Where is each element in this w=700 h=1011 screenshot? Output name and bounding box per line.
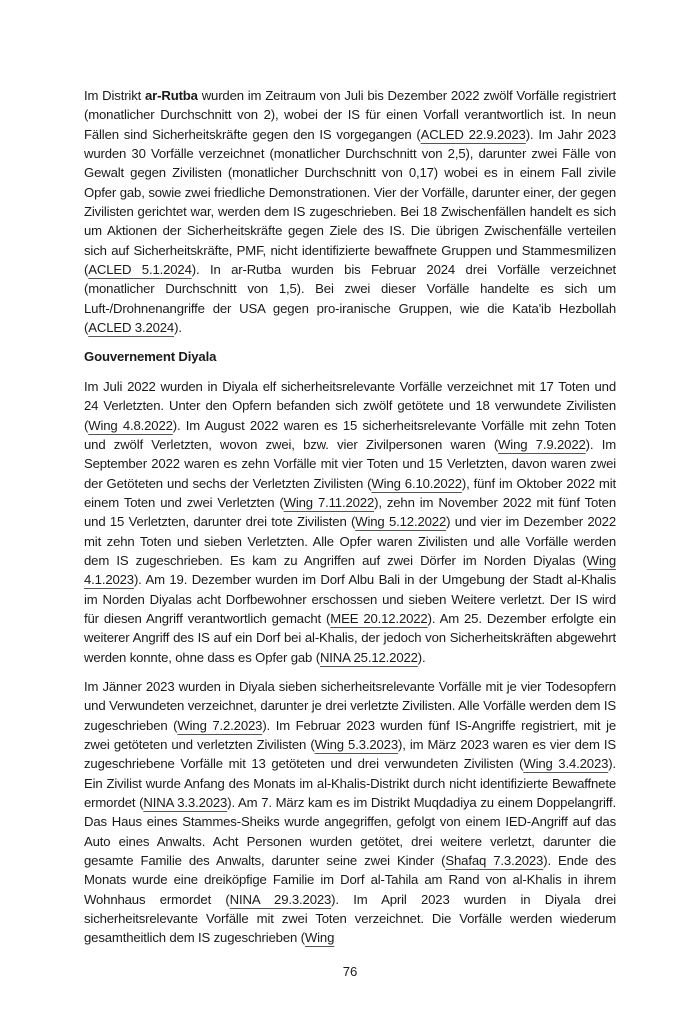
- paragraph: [84, 377, 616, 667]
- bold-term: ar-Rutba: [145, 88, 198, 103]
- text-segment: ). Am 25. Dezember erfolgte ein weiterer Angriff des IS auf ein Dorf bei al-Khalis, der jedoch von Sicherheitskräften abgewehrt werden konnte, ohne dass es Opfer gab (: [84, 610, 617, 665]
- text-segment: ), fünf im Oktober 2022 mit einem Toten und zwei Verletzten (: [84, 475, 616, 510]
- source-citation-link[interactable]: NINA 25.12.2022: [319, 649, 418, 665]
- text-segment: ). Im August 2022 waren es 15 sicherheitsrelevante Vorfälle mit zehn Toten und zwölf Verletzten, wovon zwei, bzw. vier Zivilpersonen waren (: [84, 417, 616, 452]
- source-citation-link[interactable]: Wing 7.2.2023: [177, 717, 263, 733]
- source-citation-link[interactable]: Wing 4.8.2022: [88, 417, 173, 433]
- text-segment: ).: [417, 649, 426, 665]
- text-segment: ).: [174, 320, 182, 336]
- source-citation-link[interactable]: Wing 7.11.2022: [283, 494, 375, 510]
- text-segment: ). Im Februar 2023 wurden fünf IS-Angriffe registriert, mit je zwei getöteten und verletzten Zivilisten (: [84, 717, 616, 752]
- text-segment: ). Im April 2023 wurden in Diyala drei sicherheitsrelevante Vorfälle mit zwei Toten verzeichnet. Die Vorfälle werden wiederum gesamtheitlich dem IS zugeschrieben (: [84, 891, 616, 946]
- source-citation-link[interactable]: Wing 7.9.2022: [498, 436, 586, 452]
- text-segment: Im Juli 2022 wurden in Diyala elf sicherheitsrelevante Vorfälle verzeichnet mit 17 Toten und 24 Verletzten. Unter den Opfern befanden sich zwölf getötete und 18 verwundete Zivilisten (: [84, 378, 616, 433]
- source-citation-link[interactable]: Shafaq 7.3.2023: [445, 853, 544, 869]
- source-citation-link[interactable]: NINA 3.3.2023: [143, 795, 228, 811]
- source-citation-link[interactable]: ACLED 5.1.2024: [88, 262, 192, 278]
- text-segment: ), zehn im November 2022 mit fünf Toten und 15 Verletzten, darunter drei tote Zivilisten (: [84, 494, 616, 530]
- source-citation-link[interactable]: Wing 5.3.2023: [314, 737, 398, 752]
- text-segment: Im Jänner 2023 wurden in Diyala sieben sicherheitsrelevante Vorfälle mit je vier Todesopfern und Verwundeten verzeichnet, darunter je drei verletzte Zivilisten. Alle Vorfälle werden dem IS zugeschrieben (: [84, 678, 616, 733]
- section-heading: [84, 347, 616, 366]
- document-body: [84, 86, 616, 948]
- text-segment: ), im März 2023 waren es vier dem IS zugeschriebene Vorfälle mit 13 getöteten und drei verwundeten Zivilisten (: [84, 737, 616, 772]
- source-citation-link[interactable]: Wing 3.4.2023: [523, 756, 609, 772]
- text-segment: Im Distrikt: [84, 88, 145, 103]
- paragraph: [84, 86, 616, 337]
- text-segment: ). In ar-Rutba wurden bis Februar 2024 drei Vorfälle verzeichnet (monatlicher Durchschnitt von 1,5). Bei zwei dieser Vorfälle handelte es sich um Luft-/Drohnenangriffe der USA gegen pro-iranische Gruppen, wie die Kata'ib Hezbollah (: [84, 262, 616, 336]
- source-citation-link[interactable]: ACLED 22.9.2023: [420, 126, 526, 142]
- text-segment: ) und vier im Dezember 2022 mit zehn Toten und sieben Verletzten. Alle Opfer waren Zivilisten und alle Vorfälle werden dem IS zugeschrieben. Es kam zu Angriffen auf zwei Dörfer im Norden Diyalas (: [84, 514, 616, 568]
- paragraph: [84, 677, 616, 948]
- text-segment: ). Ende des Monats wurde eine dreiköpfige Familie im Dorf al-Tahila am Rand von al-Khalis in ihrem Wohnhaus ermordet (: [84, 853, 616, 907]
- source-citation-link[interactable]: Wing: [304, 930, 335, 946]
- source-citation-link[interactable]: Wing 4.1.2023: [84, 552, 616, 588]
- source-citation-link[interactable]: ACLED 3.2024: [88, 320, 175, 336]
- source-citation-link[interactable]: Wing 5.12.2022: [355, 514, 447, 530]
- text-segment: ). Am 7. März kam es im Distrikt Muqdadiya zu einem Doppelangriff. Das Haus eines Stammes-Sheiks wurde angegriffen, gefolgt von einem IED-Angriff auf das Auto eines Anwalts. Acht Personen wurden getötet, drei weitere verletzt, darunter die gesamte Familie des Anwalts, darunter seine zwei Kinder (: [84, 795, 617, 869]
- text-segment: ). Ein Zivilist wurde Anfang des Monats im al-Khalis-Distrikt durch nicht identifizierte Bewaffnete ermordet (: [84, 756, 616, 811]
- text-segment: ). Im Jahr 2023 wurden 30 Vorfälle verzeichnet (monatlicher Durchschnitt von 2,5), darunter zwei Fälle von Gewalt gegen Zivilisten (monatlicher Durchschnitt von 0,17) wobei es in einem Fall zivile Opfer gab, sowie zwei friedliche Demonstrationen. Vier der Vorfälle, darunter einer, der gegen Zivilisten gerichtet war, werden dem IS zugeschrieben. Bei 18 Zwischenfällen handelt es sich um Aktionen der Sicherheitskräfte gegen Ziele des IS. Die übrigen Zwischenfälle verteilen sich auf Sicherheitskräfte, PMF, nicht identifizierte bewaffnete Gruppen und Stammesmilizen (: [84, 126, 616, 278]
- source-citation-link[interactable]: NINA 29.3.2023: [229, 891, 332, 907]
- text-segment: ). Im September 2022 waren es zehn Vorfälle mit vier Toten und 15 Verletzten, davon waren zwei der Getöteten und sechs der Verletzten Zivilisten (: [84, 436, 616, 491]
- page-number: 76: [342, 963, 358, 979]
- source-citation-link[interactable]: MEE 20.12.2022: [330, 610, 428, 626]
- heading-text: Gouvernement Diyala: [84, 349, 217, 365]
- source-citation-link[interactable]: Wing 6.10.2022: [371, 475, 462, 491]
- text-segment: ). Am 19. Dezember wurden im Dorf Albu Bali in der Umgebung der Stadt al-Khalis im Norden Diyalas acht Dorfbewohner erschossen und sieben Weitere verletzt. Der IS wird für diesen Angriff verantwortlich gemacht (: [84, 572, 616, 626]
- text-segment: wurden im Zeitraum von Juli bis Dezember 2022 zwölf Vorfälle registriert (monatlicher Durchschnitt von 2), wobei der IS für einen Vorfall verantwortlich ist. In neun Fällen sind Sicherheitskräfte gegen den IS vorgegangen (: [84, 88, 616, 142]
